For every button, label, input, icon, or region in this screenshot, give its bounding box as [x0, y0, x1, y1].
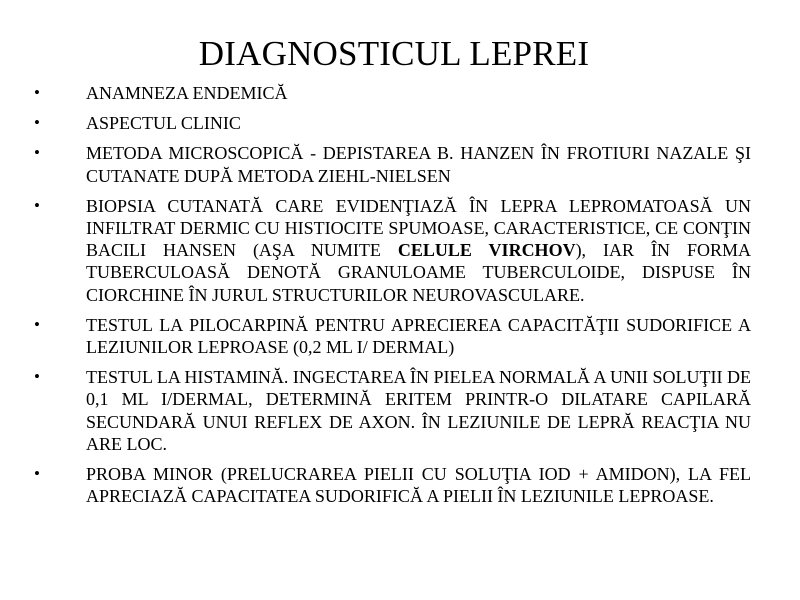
- bullet-item: [0, 366, 800, 455]
- bullet-text: TESTUL LA PILOCARPINĂ PENTRU APRECIEREA CAPACITĂŢII SUDORIFICE A LEZIUNILOR LEPROASE (0,2 ML I/ DERMAL): [86, 314, 751, 358]
- slide-title: DIAGNOSTICUL LEPREI: [198, 34, 590, 73]
- bullet-text: ASPECTUL CLINIC: [86, 113, 241, 134]
- bullet-text-bold: CELULE VIRCHOV: [397, 240, 576, 261]
- bullet-dot-icon: •: [34, 195, 40, 215]
- bullet-dot-icon: •: [34, 314, 40, 334]
- bullet-text: TESTUL LA HISTAMINĂ. INGECTAREA ÎN PIELEA NORMALĂ A UNII SOLUŢII DE 0,1 ML I/DERMAL, DETERMINĂ ERITEM PRINTR-O DILATARE CAPILARĂ SECUNDARĂ UNUI REFLEX DE AXON. ÎN LEZIUNILE DE LEPRĂ REACŢIA NU ARE LOC.: [86, 367, 751, 454]
- bullet-item: [0, 112, 800, 134]
- bullet-dot-icon: •: [34, 83, 40, 102]
- bullet-item: [0, 82, 800, 104]
- bullet-text-before: BIOPSIA CUTANATĂ CARE EVIDENŢIAZĂ ÎN LEPRA LEPROMATOASĂ UN INFILTRAT DERMIC CU HISTIOCITE SPUMOASE, CARACTERISTICE, CE CONŢIN BACILI HANSEN (AŞA NUMITE: [86, 195, 751, 261]
- bullet-dot-icon: •: [34, 143, 40, 163]
- bullet-item: [0, 142, 800, 186]
- bullet-item: [0, 463, 800, 507]
- bullet-dot-icon: •: [34, 367, 40, 387]
- bullet-item: [0, 314, 800, 358]
- bullet-dot-icon: •: [34, 113, 40, 133]
- bullet-text: PROBA MINOR (PRELUCRAREA PIELII CU SOLUŢIA IOD + AMIDON), LA FEL APRECIAZĂ CAPACITATEA SUDORIFICĂ A PIELII ÎN LEZIUNILE LEPROASE.: [86, 464, 751, 507]
- bullet-item: [0, 195, 800, 306]
- bullet-text: METODA MICROSCOPICĂ - DEPISTAREA B. HANZEN ÎN FROTIURI NAZALE ŞI CUTANATE DUPĂ METODA ZIEHL-NIELSEN: [86, 143, 751, 186]
- bullet-text: [86, 195, 751, 306]
- bullet-list: [0, 82, 800, 515]
- bullet-dot-icon: •: [34, 464, 40, 484]
- bullet-text: ANAMNEZA ENDEMICĂ: [86, 83, 288, 103]
- bullet-text-after: ), IAR ÎN FORMA TUBERCULOASĂ DENOTĂ GRANULOAME TUBERCULOIDE, DISPUSE ÎN CIORCHINE ÎN JURUL STRUCTURILOR NEUROVASCULARE.: [86, 240, 751, 305]
